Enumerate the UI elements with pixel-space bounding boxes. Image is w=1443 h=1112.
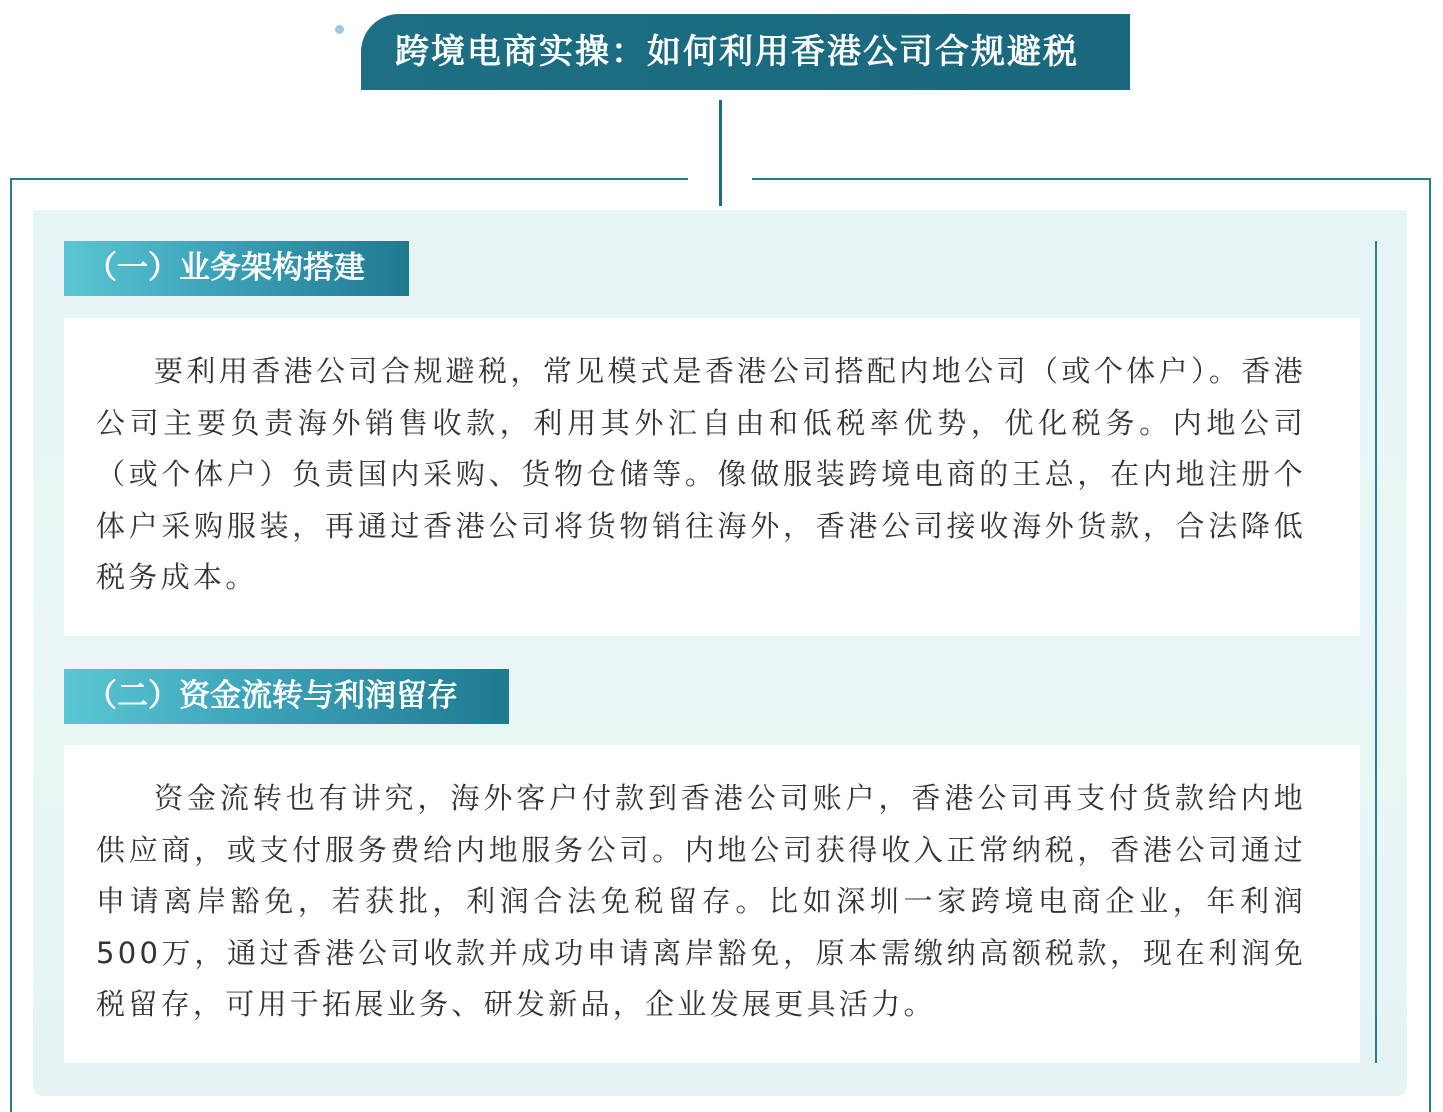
frame-side-line-left [10, 178, 12, 1112]
frame-side-line-right [1429, 178, 1431, 1112]
section-1-label: （一）业务架构搭建 [64, 241, 409, 296]
frame-top-line-left [10, 178, 688, 180]
panel-accent-line [1375, 241, 1377, 1063]
section-1-paragraph: 要利用香港公司合规避税，常见模式是香港公司搭配内地公司（或个体户）。香港公司主要负责海外销售收款，利用其外汇自由和低税率优势，优化税务。内地公司（或个体户）负责国内采购、货物仓储等。像做服装跨境电商的王总，在内地注册个体户采购服装，再通过香港公司将货物销往海外，香港公司接收海外货款，合法降低税务成本。 [96, 354, 1306, 594]
section-2-label: （二）资金流转与利润留存 [64, 669, 509, 724]
section-2-card [64, 745, 1360, 1063]
section-1-card [64, 318, 1360, 636]
section-2-paragraph: 资金流转也有讲究，海外客户付款到香港公司账户，香港公司再支付货款给内地供应商，或支付服务费给内地服务公司。内地公司获得收入正常纳税，香港公司通过申请离岸豁免，若获批，利润合法免税留存。比如深圳一家跨境电商企业，年利润500万，通过香港公司收款并成功申请离岸豁免，原本需缴纳高额税款，现在利润免税留存，可用于拓展业务、研发新品，企业发展更具活力。 [96, 781, 1306, 1021]
frame-top-line-right [752, 178, 1431, 180]
page-title: 跨境电商实操：如何利用香港公司合规避税 [361, 14, 1130, 90]
title-connector-line [719, 100, 722, 206]
decorative-dot [335, 25, 344, 34]
